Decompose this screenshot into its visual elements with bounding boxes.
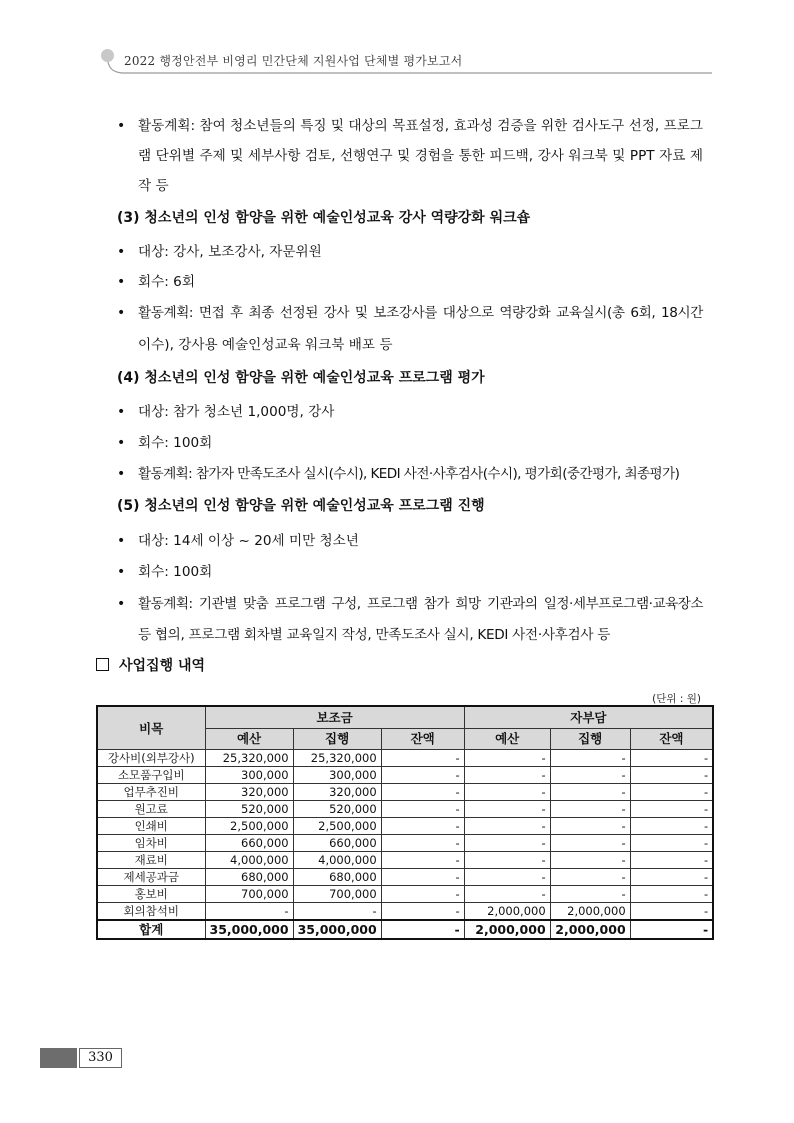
bullet-icon: • <box>117 404 126 420</box>
table-cell-amount: 320,000 <box>205 784 293 801</box>
table-cell-amount: - <box>381 903 464 921</box>
header-balance: 잔액 <box>381 728 464 750</box>
header-executed: 집행 <box>550 728 630 750</box>
bullet-icon: • <box>117 533 126 549</box>
table-row <box>97 852 713 869</box>
target-4: 대상: 참가 청소년 1,000명, 강사 <box>138 404 335 420</box>
table-cell-amount: 4,000,000 <box>205 852 293 869</box>
header-self-funded: 자부담 <box>464 706 713 728</box>
bullet-icon: • <box>117 244 126 260</box>
table-cell-amount: - <box>550 801 630 818</box>
table-cell-amount: - <box>630 835 713 852</box>
bullet-icon: • <box>117 435 126 451</box>
table-cell-amount: - <box>550 767 630 784</box>
table-cell-amount: - <box>630 767 713 784</box>
bullet-icon: • <box>117 564 126 580</box>
header-balance: 잔액 <box>630 728 713 750</box>
table-cell-amount: 300,000 <box>205 767 293 784</box>
table-cell-amount: - <box>464 767 550 784</box>
table-cell-item: 소모품구입비 <box>97 767 205 784</box>
table-cell-amount: - <box>550 818 630 835</box>
table-cell-amount: - <box>381 835 464 852</box>
bullet-icon: • <box>117 596 126 612</box>
table-cell-amount: - <box>630 869 713 886</box>
plan-3-line-2: 이수), 강사용 예술인성교육 워크북 배포 등 <box>138 337 393 353</box>
table-cell-item: 홍보비 <box>97 886 205 903</box>
table-cell-amount: - <box>381 869 464 886</box>
activity-plan-line-1: 활동계획: 참여 청소년들의 특징 및 대상의 목표설정, 효과성 검증을 위한 검사도구 선정, 프로그 <box>138 118 703 134</box>
table-cell-amount: 35,000,000 <box>293 920 381 939</box>
plan-5-line-2: 등 협의, 프로그램 회차별 교육일지 작성, 만족도조사 실시, KEDI 사전·사후검사 등 <box>138 627 611 643</box>
table-cell-amount: - <box>464 750 550 767</box>
activity-plan-line-3: 작 등 <box>138 178 169 194</box>
bullet-icon: • <box>117 118 126 134</box>
table-cell-amount: 2,500,000 <box>205 818 293 835</box>
header-budget: 예산 <box>205 728 293 750</box>
table-cell-item: 원고료 <box>97 801 205 818</box>
header-category: 비목 <box>97 706 205 750</box>
table-cell-item: 제세공과금 <box>97 869 205 886</box>
table-cell-amount: - <box>205 903 293 921</box>
table-cell-amount: 320,000 <box>293 784 381 801</box>
table-row <box>97 750 713 767</box>
table-cell-amount: - <box>293 903 381 921</box>
table-cell-amount: 520,000 <box>205 801 293 818</box>
plan-4: 활동계획: 참가자 만족도조사 실시(수시), KEDI 사전·사후검사(수시), 평가회(중간평가, 최종평가) <box>138 466 680 482</box>
table-cell-amount: - <box>464 784 550 801</box>
plan-5-line-1: 활동계획: 기관별 맞춤 프로그램 구성, 프로그램 참가 희망 기관과의 일정·세부프로그램·교육장소 <box>138 596 703 612</box>
table-cell-amount: 680,000 <box>293 869 381 886</box>
table-row <box>97 869 713 886</box>
table-row <box>97 767 713 784</box>
bullet-icon: • <box>117 274 126 290</box>
page-number-bar <box>40 1048 77 1068</box>
header-subsidy: 보조금 <box>205 706 464 728</box>
table-cell-amount: 660,000 <box>205 835 293 852</box>
table-cell-amount: 2,000,000 <box>550 920 630 939</box>
table-cell-item: 재료비 <box>97 852 205 869</box>
subheading-3: (3) 청소년의 인성 함양을 위한 예술인성교육 강사 역량강화 워크숍 <box>117 210 531 226</box>
activity-plan-line-2: 램 단위별 주제 및 세부사항 검토, 선행연구 및 경험을 통한 피드백, 강사 워크북 및 PPT 자료 제 <box>138 148 703 164</box>
table-cell-amount: - <box>630 920 713 939</box>
table-cell-amount: - <box>464 886 550 903</box>
table-cell-amount: 660,000 <box>293 835 381 852</box>
table-cell-amount: 700,000 <box>205 886 293 903</box>
section-heading <box>96 656 205 676</box>
table-cell-amount: - <box>630 886 713 903</box>
table-row <box>97 784 713 801</box>
table-cell-amount: - <box>381 920 464 939</box>
table-cell-amount: - <box>381 750 464 767</box>
table-cell-amount: - <box>550 886 630 903</box>
table-cell-amount: 35,000,000 <box>205 920 293 939</box>
table-cell-amount: - <box>550 750 630 767</box>
table-row <box>97 835 713 852</box>
subheading-5: (5) 청소년의 인성 함양을 위한 예술인성교육 프로그램 진행 <box>117 498 485 514</box>
plan-3-line-1: 활동계획: 면접 후 최종 선정된 강사 및 보조강사를 대상으로 역량강화 교육실시(총 6회, 18시간 <box>138 305 703 321</box>
table-cell-amount: 25,320,000 <box>293 750 381 767</box>
target-3: 대상: 강사, 보조강사, 자문위원 <box>138 244 322 260</box>
page-number: 330 <box>79 1048 122 1068</box>
table-cell-amount: - <box>381 801 464 818</box>
table-cell-amount: 2,000,000 <box>464 903 550 921</box>
table-cell-amount: - <box>550 869 630 886</box>
table-cell-item: 업무추진비 <box>97 784 205 801</box>
table-cell-amount: 25,320,000 <box>205 750 293 767</box>
table-row <box>97 801 713 818</box>
table-cell-amount: - <box>630 784 713 801</box>
count-3: 회수: 6회 <box>138 274 195 290</box>
section-title: 사업집행 내역 <box>119 658 206 674</box>
table-cell-item: 임차비 <box>97 835 205 852</box>
table-cell-item: 인쇄비 <box>97 818 205 835</box>
table-cell-amount: - <box>630 801 713 818</box>
running-header: 2022 행정안전부 비영리 민간단체 지원사업 단체별 평가보고서 <box>124 54 463 68</box>
table-cell-amount: - <box>630 750 713 767</box>
table-cell-amount: - <box>464 818 550 835</box>
count-5: 회수: 100회 <box>138 564 213 580</box>
table-cell-amount: 300,000 <box>293 767 381 784</box>
expenditure-table <box>96 705 714 940</box>
table-total-row <box>97 920 713 939</box>
table-cell-amount: - <box>381 818 464 835</box>
table-cell-item: 강사비(외부강사) <box>97 750 205 767</box>
table-cell-amount: 2,500,000 <box>293 818 381 835</box>
table-cell-amount: - <box>630 852 713 869</box>
table-row <box>97 886 713 903</box>
table-cell-item: 회의참석비 <box>97 903 205 921</box>
table-cell-amount: - <box>381 886 464 903</box>
table-cell-amount: - <box>630 903 713 921</box>
table-cell-amount: - <box>381 784 464 801</box>
bullet-icon: • <box>117 305 126 321</box>
table-cell-amount: - <box>630 818 713 835</box>
table-cell-amount: - <box>464 835 550 852</box>
table-row <box>97 903 713 921</box>
table-cell-amount: 520,000 <box>293 801 381 818</box>
table-cell-amount: - <box>550 835 630 852</box>
bullet-icon: • <box>117 466 126 482</box>
table-cell-amount: - <box>464 869 550 886</box>
header-executed: 집행 <box>293 728 381 750</box>
table-cell-amount: - <box>464 801 550 818</box>
table-cell-amount: - <box>381 767 464 784</box>
table-cell-amount: - <box>550 784 630 801</box>
table-cell-amount: 2,000,000 <box>550 903 630 921</box>
header-budget: 예산 <box>464 728 550 750</box>
count-4: 회수: 100회 <box>138 435 213 451</box>
target-5: 대상: 14세 이상 ~ 20세 미만 청소년 <box>138 533 359 549</box>
table-cell-amount: - <box>550 852 630 869</box>
table-cell-item: 합계 <box>97 920 205 939</box>
table-cell-amount: - <box>464 852 550 869</box>
table-unit-label: (단위 : 원) <box>652 693 701 705</box>
table-cell-amount: 4,000,000 <box>293 852 381 869</box>
table-row <box>97 818 713 835</box>
table-cell-amount: 2,000,000 <box>464 920 550 939</box>
table-cell-amount: 700,000 <box>293 886 381 903</box>
checkbox-square-icon <box>96 658 109 671</box>
table-cell-amount: 680,000 <box>205 869 293 886</box>
header-dot-icon <box>101 49 114 62</box>
subheading-4: (4) 청소년의 인성 함양을 위한 예술인성교육 프로그램 평가 <box>117 370 485 386</box>
table-cell-amount: - <box>381 852 464 869</box>
